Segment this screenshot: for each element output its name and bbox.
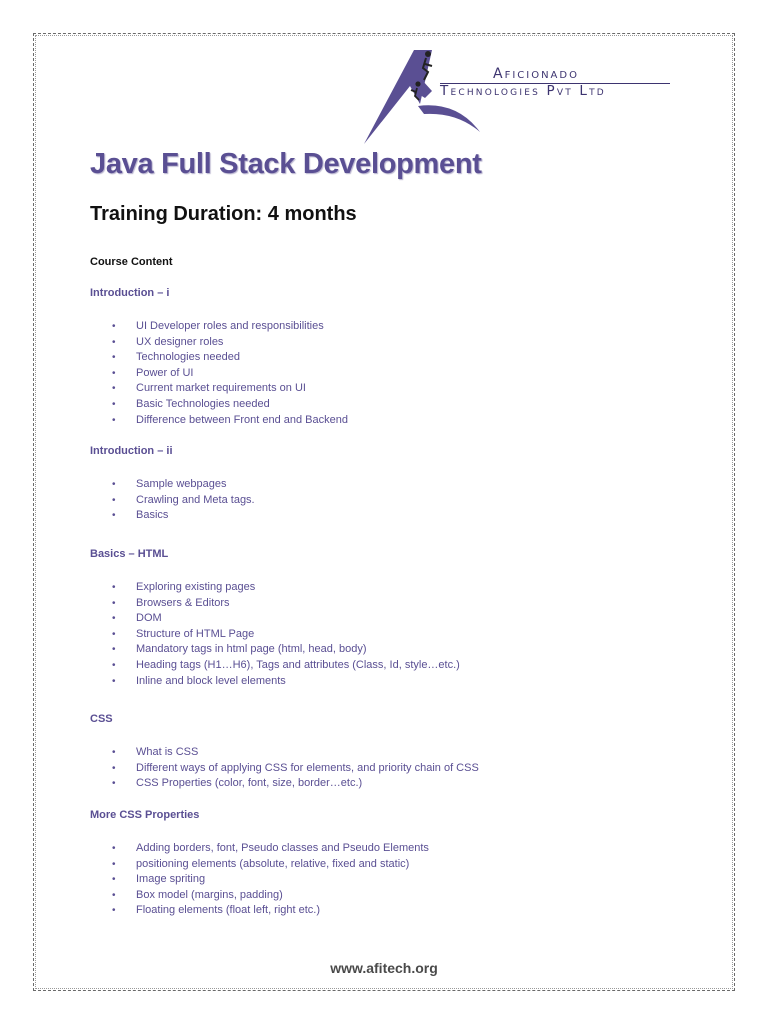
section-heading-more-css-properties: More CSS Properties xyxy=(90,809,200,821)
list-item: • Crawling and Meta tags. xyxy=(90,493,255,509)
list-item: • Basic Technologies needed xyxy=(90,397,348,413)
course-content-label: Course Content xyxy=(90,256,173,268)
list-item: • Power of UI xyxy=(90,366,348,382)
company-name-line1: Aficionado xyxy=(493,66,579,82)
section-heading-css: CSS xyxy=(90,713,113,725)
list-item: • Current market requirements on UI xyxy=(90,381,348,397)
list-item: • Heading tags (H1…H6), Tags and attributes (Class, Id, style…etc.) xyxy=(90,658,460,674)
footer-website-url: www.afitech.org xyxy=(330,960,438,976)
section-list-introduction-ii xyxy=(90,477,255,524)
section-list-introduction-i xyxy=(90,319,348,428)
list-item: • Technologies needed xyxy=(90,350,348,366)
section-list-more-css-properties xyxy=(90,841,429,919)
list-item: • Floating elements (float left, right etc.) xyxy=(90,903,429,919)
list-item: • UX designer roles xyxy=(90,335,348,351)
list-item: • DOM xyxy=(90,611,460,627)
list-item: • Inline and block level elements xyxy=(90,674,460,690)
section-list-basics-html xyxy=(90,580,460,689)
list-item: • CSS Properties (color, font, size, border…etc.) xyxy=(90,776,479,792)
section-heading-introduction-i: Introduction – i xyxy=(90,287,170,299)
list-item: • Sample webpages xyxy=(90,477,255,493)
list-item: • positioning elements (absolute, relative, fixed and static) xyxy=(90,857,429,873)
list-item: • Browsers & Editors xyxy=(90,596,460,612)
section-heading-introduction-ii: Introduction – ii xyxy=(90,445,173,457)
section-heading-basics-html: Basics – HTML xyxy=(90,548,169,560)
list-item: • Basics xyxy=(90,508,255,524)
list-item: • Mandatory tags in html page (html, head, body) xyxy=(90,642,460,658)
list-item: • Difference between Front end and Backend xyxy=(90,413,348,429)
list-item: • What is CSS xyxy=(90,745,479,761)
list-item: • Structure of HTML Page xyxy=(90,627,460,643)
training-duration: Training Duration: 4 months xyxy=(90,203,357,225)
page-title: Java Full Stack Development xyxy=(90,148,482,180)
list-item: • Adding borders, font, Pseudo classes and Pseudo Elements xyxy=(90,841,429,857)
company-name-line2: Technologies Pvt Ltd xyxy=(440,83,606,99)
list-item: • Exploring existing pages xyxy=(90,580,460,596)
list-item: • Box model (margins, padding) xyxy=(90,888,429,904)
list-item: • Image spriting xyxy=(90,872,429,888)
list-item: • UI Developer roles and responsibilities xyxy=(90,319,348,335)
list-item: • Different ways of applying CSS for elements, and priority chain of CSS xyxy=(90,761,479,777)
section-list-css xyxy=(90,745,479,792)
